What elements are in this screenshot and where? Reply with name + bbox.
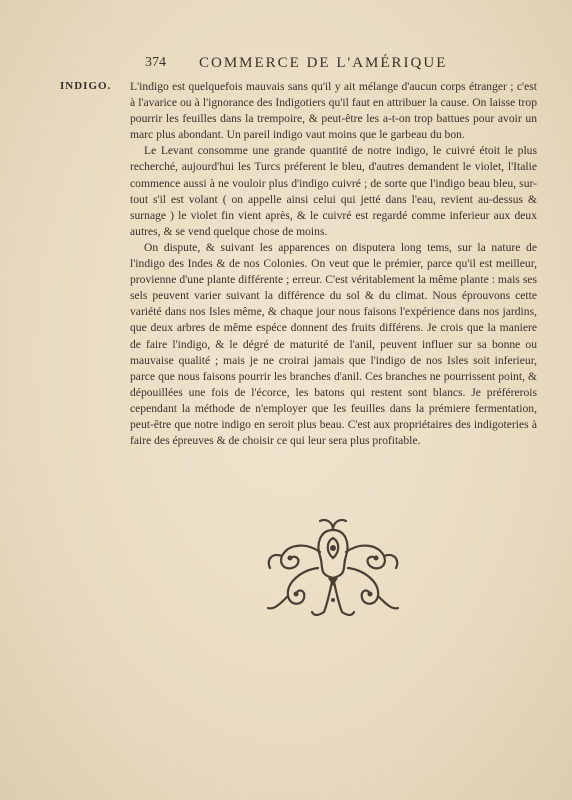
paragraph-3: On dispute, & suivant les apparences on disputera long tems, sur la nature de l'indigo des Indes & de nos Colonies. On veut que le prémier, parce qu'il est meilleur, provienne d'une plante différente ; erreur. C'est véritablement la même plante : mais ses sels peuvent varier suivant la différence du sol & du climat. Nous éprouvons cette variété dans nos Isles même, & chaque jour nous faisons l'expérience dans nos jardins, que deux arbres de même espéce donnent des fruits différens. Je crois que la maniere de faire l'indigo, & le dégré de maturité de l'anil, peuvent influer sur sa bonne ou mauvaise qualité ; mais je ne croirai jamais que l'indigo de nos Isles soit inferieur, parce que nous faisons pourrir les branches d'anil. Ces branches ne pourrissent point, & dépouillées une fois de l'écorce, les batons qui restent sont blancs. Je préférerois cependant la méthode de n'employer que les feuilles dans la prémiere fermentation, peut-être que notre indigo en seroit plus beau. C'est aux propriétaires des indigoteries à faire des épreuves & de choisir ce qui leur sera plus profitable. — [130, 240, 537, 448]
page-number: 374 — [145, 55, 166, 70]
running-title: COMMERCE DE L'AMÉRIQUE — [199, 55, 448, 71]
margin-note: INDIGO. — [60, 80, 112, 92]
paragraph-1: L'indigo est quelquefois mauvais sans qu'il y ait mélange d'aucun corps étranger ; c'est à l'avarice ou à l'ignorance des Indigotiers qu'il faut en attribuer la cause. On laisse trop pourrir les feuilles dans la trempoire, & peut-être les a-t-on trop battues pour avoir un marc plus abondant. Un pareil indigo vaut moins que le garbeau du bon. — [130, 80, 537, 142]
floral-tailpiece-ornament-icon — [258, 512, 408, 624]
body-text — [130, 79, 537, 449]
paragraph-2: Le Levant consomme une grande quantité de notre indigo, le cuivré étoit le plus recherché, aujourd'hui les Turcs préferent le bleu, d'autres demandent le violet, l'Italie commence aussi à ne vouloir plus d'indigo cuivré ; de sorte que l'indigo beau bleu, sur-tout s'il est volant ( on appelle ainsi celui qui jetté dans l'eau, revient au-dessus & surnage ) le violet fin vient après, & le cuivré est regardé comme inferieur aux deux autres, & se vend quelque chose de moins. — [130, 144, 537, 238]
